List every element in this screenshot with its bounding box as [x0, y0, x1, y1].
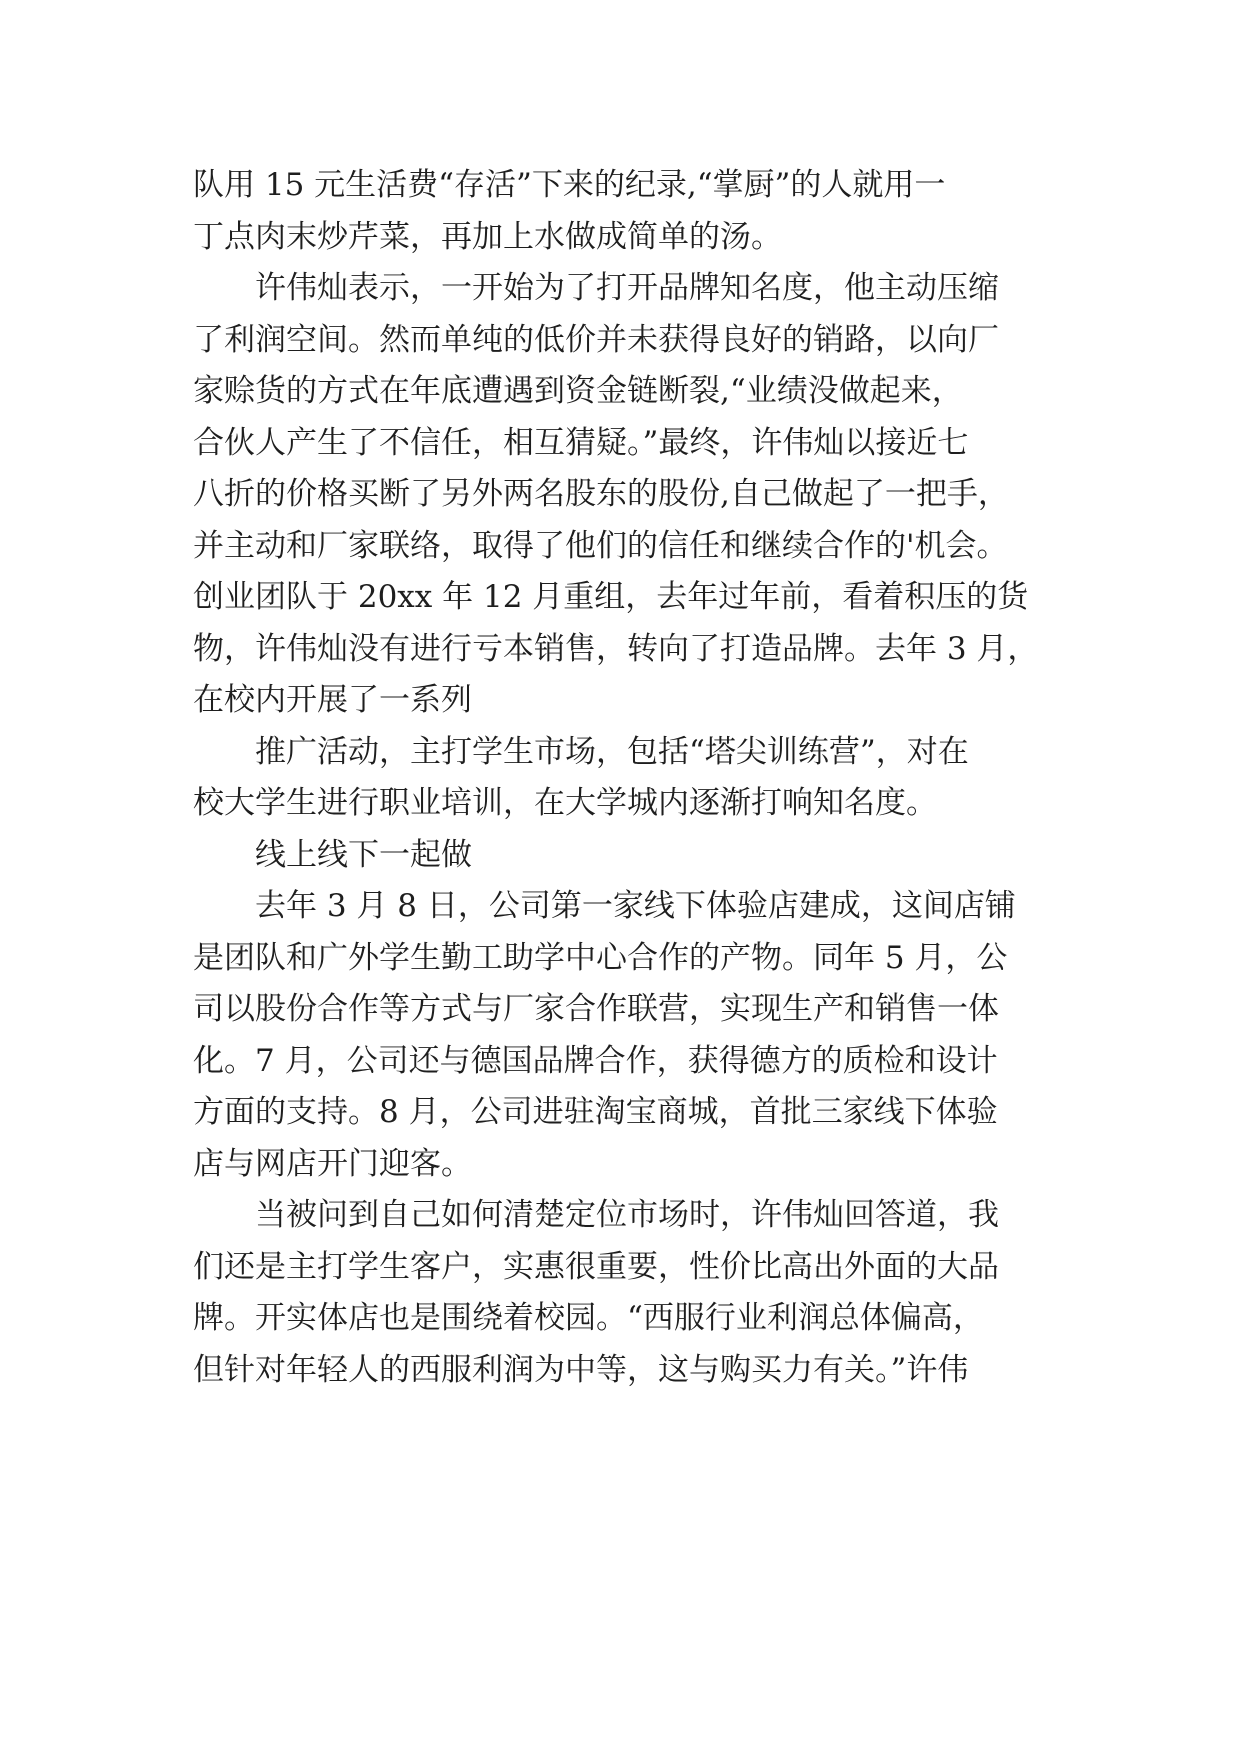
text-line: 去年 3 月 8 日，公司第一家线下体验店建成，这间店铺 [255, 888, 1016, 924]
text-line: 牌。开实体店也是围绕着校园。“西服行业利润总体偏高， [193, 1300, 984, 1336]
text-line: 许伟灿表示，一开始为了打开品牌知名度，他主动压缩 [255, 270, 999, 306]
text-line: 店与网店开门迎客。 [193, 1145, 472, 1182]
text-line: 家赊货的方式在年底遭遇到资金链断裂,“业绩没做起来， [193, 373, 963, 409]
text-line: 物，许伟灿没有进行亏本销售，转向了打造品牌。去年 3 月， [193, 630, 1039, 667]
text-line: 队用 15 元生活费“存活”下来的纪录,“掌厨”的人就用一 [193, 167, 946, 203]
text-line: 们还是主打学生客户，实惠很重要，性价比高出外面的大品 [193, 1248, 999, 1285]
text-line: 创业团队于 20xx 年 12 月重组，去年过年前，看着积压的货 [193, 579, 1029, 615]
text-line: 校大学生进行职业培训，在大学城内逐渐打响知名度。 [193, 785, 937, 821]
text-line: 了利润空间。然而单纯的低价并未获得良好的销路，以向厂 [193, 321, 999, 358]
text-line: 推广活动，主打学生市场，包括“塔尖训练营”，对在 [255, 733, 969, 770]
document-body [193, 160, 1068, 1396]
text-line: 当被问到自己如何清楚定位市场时，许伟灿回答道，我 [255, 1197, 999, 1233]
text-line: 但针对年轻人的西服利润为中等，这与购买力有关。”许伟 [193, 1351, 969, 1388]
text-line: 合伙人产生了不信任，相互猜疑。”最终，许伟灿以接近七 [193, 424, 969, 461]
text-line: 丁点肉末炒芹菜，再加上水做成简单的汤。 [193, 218, 782, 255]
text-line: 是团队和广外学生勤工助学中心合作的产物。同年 5 月，公 [193, 939, 1008, 976]
text-line: 在校内开展了一系列 [193, 682, 472, 718]
text-line: 化。7 月，公司还与德国品牌合作，获得德方的质检和设计 [193, 1042, 998, 1079]
text-line: 并主动和厂家联络，取得了他们的信任和继续合作的'机会。 [193, 527, 1008, 564]
text-line: 八折的价格买断了另外两名股东的股份,自己做起了一把手， [193, 476, 1009, 512]
section-heading: 线上线下一起做 [255, 836, 472, 873]
text-line: 方面的支持。8 月，公司进驻淘宝商城，首批三家线下体验 [193, 1094, 998, 1130]
text-line: 司以股份合作等方式与厂家合作联营，实现生产和销售一体 [193, 991, 999, 1027]
